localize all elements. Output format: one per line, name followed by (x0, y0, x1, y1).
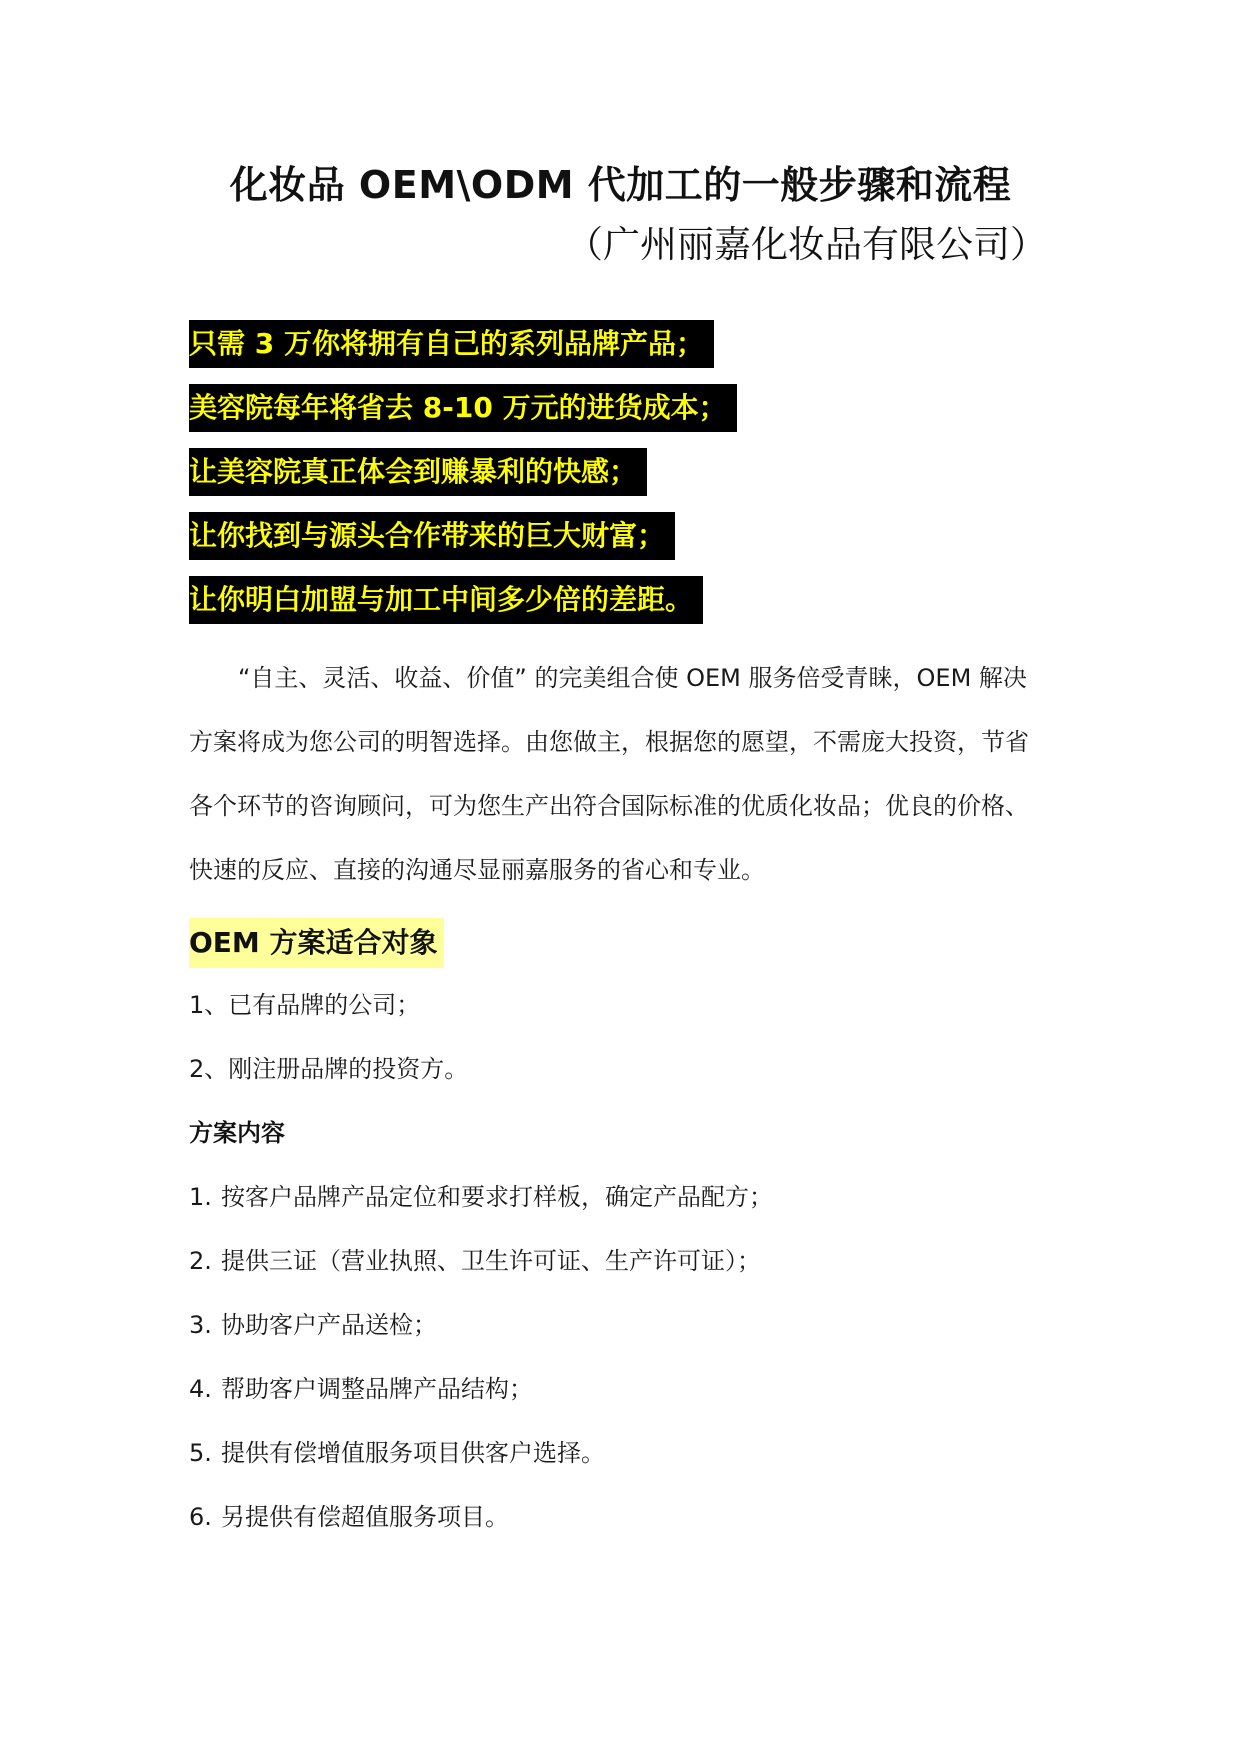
content-item-number: 2. (189, 1247, 212, 1275)
content-item-number: 3. (189, 1311, 212, 1339)
content-item-text: 提供有偿增值服务项目供客户选择。 (221, 1439, 605, 1467)
intro-line-3: 各个环节的咨询顾问，可为您生产出符合国际标准的优质化妆品；优良的价格、 (189, 792, 1029, 820)
content-item-number: 6. (189, 1503, 212, 1531)
document-title: 化妆品 OEM\ODM 代加工的一般步骤和流程 (229, 163, 1012, 207)
highlight-line-5: 让你明白加盟与加工中间多少倍的差距。 (189, 576, 703, 624)
content-item-6 (189, 1500, 509, 1534)
suitable-item-1: 1、已有品牌的公司； (189, 991, 421, 1019)
intro-line-2: 方案将成为您公司的明智选择。由您做主，根据您的愿望，不需庞大投资，节省 (189, 728, 1029, 756)
content-item-text: 帮助客户调整品牌产品结构； (221, 1375, 533, 1403)
content-item-2 (189, 1244, 761, 1278)
highlight-line-4: 让你找到与源头合作带来的巨大财富； (189, 512, 675, 560)
highlight-line-3: 让美容院真正体会到赚暴利的快感； (189, 448, 647, 496)
highlight-line-1: 只需 3 万你将拥有自己的系列品牌产品； (189, 320, 714, 368)
intro-line-1: “自主、灵活、收益、价值” 的完美组合使 OEM 服务倍受青睐，OEM 解决 (238, 664, 1027, 692)
highlight-line-2: 美容院每年将省去 8-10 万元的进货成本； (189, 384, 737, 432)
content-item-5 (189, 1436, 605, 1470)
suitable-item-2: 2、刚注册品牌的投资方。 (189, 1055, 469, 1083)
content-item-number: 1. (189, 1183, 212, 1211)
content-item-text: 按客户品牌产品定位和要求打样板，确定产品配方； (221, 1183, 773, 1211)
content-item-text: 提供三证（营业执照、卫生许可证、生产许可证）； (221, 1247, 761, 1275)
content-item-number: 4. (189, 1375, 212, 1403)
content-heading: 方案内容 (189, 1119, 285, 1147)
suitable-heading: OEM 方案适合对象 (189, 918, 444, 968)
company-name: （广州丽嘉化妆品有限公司） (566, 223, 1047, 266)
content-item-text: 协助客户产品送检； (221, 1311, 437, 1339)
content-item-text: 另提供有偿超值服务项目。 (221, 1503, 509, 1531)
content-item-1 (189, 1180, 773, 1214)
content-item-4 (189, 1372, 533, 1406)
intro-line-4: 快速的反应、直接的沟通尽显丽嘉服务的省心和专业。 (189, 856, 765, 884)
content-item-number: 5. (189, 1439, 212, 1467)
content-item-3 (189, 1308, 437, 1342)
